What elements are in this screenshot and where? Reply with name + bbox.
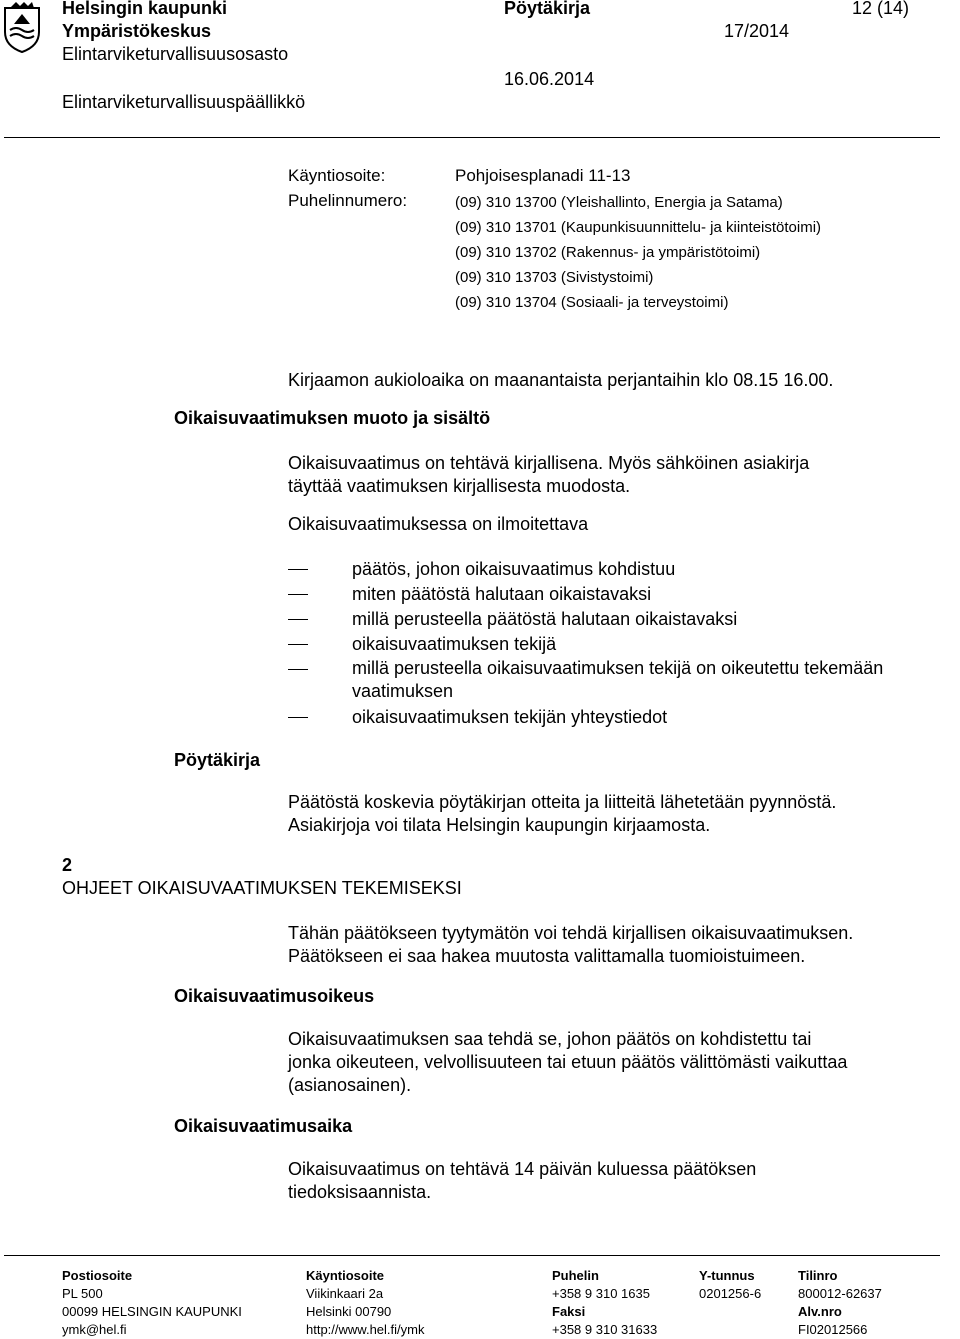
footer-visit (306, 1267, 424, 1339)
minutes-paragraph (288, 791, 836, 837)
office-hours: Kirjaamon aukioloaika on maanantaista perjantaihin klo 08.15 16.00. (288, 370, 834, 390)
list-item: millä perusteella päätöstä halutaan oikaistavaksi (288, 607, 908, 632)
phone-line: (09) 310 13704 (Sosiaali- ja terveystoimi) (455, 294, 729, 311)
section-intro-line: Tähän päätökseen tyytymätön voi tehdä kirjallisen oikaisuvaatimuksen. (288, 923, 854, 943)
time-paragraph-line: tiedoksisaannista. (288, 1182, 432, 1202)
visit-address-label: Käyntiosoite: (288, 166, 386, 185)
helsinki-crest-logo (2, 2, 42, 54)
section-intro (288, 922, 853, 968)
list-item: oikaisuvaatimuksen tekijän yhteystiedot (288, 705, 908, 730)
footer-divider (4, 1255, 940, 1256)
right-paragraph-line: jonka oikeuteen, velvollisuuteen tai etuun päätös välittömästi vaikuttaa (288, 1052, 848, 1072)
list-item: millä perusteella oikaisuvaatimuksen tekijä on oikeutettu tekemään vaatimuksen (288, 657, 908, 703)
phone-line: (09) 310 13702 (Rakennus- ja ympäristötoimi) (455, 244, 761, 261)
footer-business-id-value: 0201256-6 (699, 1286, 762, 1301)
minutes-heading: Pöytäkirja (174, 750, 261, 770)
footer-phone-heading: Puhelin (552, 1268, 599, 1283)
minutes-paragraph-line: Asiakirjoja voi tilata Helsingin kaupungin kirjaamosta. (288, 815, 711, 835)
footer-postal-box: PL 500 (62, 1286, 103, 1301)
form-heading: Oikaisuvaatimuksen muoto ja sisältö (174, 408, 491, 428)
form-paragraph (288, 452, 809, 498)
list-item: miten päätöstä halutaan oikaistavaksi (288, 582, 908, 607)
header-official: Elintarviketurvallisuuspäällikkö (62, 92, 306, 112)
time-heading: Oikaisuvaatimusaika (174, 1116, 353, 1136)
right-paragraph (288, 1028, 847, 1097)
requirements-list (288, 557, 908, 730)
footer-website-link[interactable]: http://www.hel.fi/ymk (306, 1322, 425, 1337)
footer-phone-number: +358 9 310 1635 (552, 1286, 650, 1301)
header-org: Helsingin kaupunki (62, 0, 228, 18)
right-paragraph-line: Oikaisuvaatimuksen saa tehdä se, johon päätös on kohdistettu tai (288, 1029, 812, 1049)
section-title: OHJEET OIKAISUVAATIMUKSEN TEKEMISEKSI (62, 878, 462, 898)
header-divider (4, 137, 940, 138)
footer-visit-city: Helsinki 00790 (306, 1304, 392, 1319)
footer-postal-heading: Postiosoite (62, 1268, 133, 1283)
list-item: päätös, johon oikaisuvaatimus kohdistuu (288, 557, 908, 582)
footer-vat-heading: Alv.nro (798, 1304, 842, 1319)
header-doc-number: 17/2014 (724, 21, 790, 41)
phone-line: (09) 310 13700 (Yleishallinto, Energia ja Satama) (455, 194, 783, 211)
header-page: 12 (14) (852, 0, 910, 18)
right-heading: Oikaisuvaatimusoikeus (174, 986, 375, 1006)
footer-fax-number: +358 9 310 31633 (552, 1322, 658, 1337)
header-doc-type: Pöytäkirja (504, 0, 591, 18)
footer-account-number: 800012-62637 (798, 1286, 882, 1301)
footer-account (798, 1267, 882, 1339)
header-date: 16.06.2014 (504, 69, 595, 89)
phone-list (455, 190, 821, 315)
section-number: 2 (62, 855, 73, 875)
phone-line: (09) 310 13703 (Sivistystoimi) (455, 269, 654, 286)
form-paragraph-line: Oikaisuvaatimus on tehtävä kirjallisena. Myös sähköinen asiakirja (288, 453, 810, 473)
footer-email[interactable]: ymk@hel.fi (62, 1322, 127, 1337)
footer-postal-code: 00099 HELSINGIN KAUPUNKI (62, 1304, 242, 1319)
footer-phone (552, 1267, 657, 1339)
phone-line: (09) 310 13701 (Kaupunkisuunnittelu- ja kiinteistötoimi) (455, 219, 822, 236)
header-center: Ympäristökeskus (62, 21, 212, 41)
right-paragraph-line: (asianosainen). (288, 1075, 412, 1095)
section-intro-line: Päätökseen ei saa hakea muutosta valittamalla tuomioistuimeen. (288, 946, 806, 966)
footer-business-id-heading: Y-tunnus (699, 1268, 755, 1283)
form-requirements-intro: Oikaisuvaatimuksessa on ilmoitettava (288, 514, 589, 534)
footer-visit-heading: Käyntiosoite (306, 1268, 385, 1283)
phone-label: Puhelinnumero: (288, 191, 408, 210)
footer-postal (62, 1267, 242, 1339)
footer-fax-heading: Faksi (552, 1304, 586, 1319)
minutes-paragraph-line: Päätöstä koskevia pöytäkirjan otteita ja liitteitä lähetetään pyynnöstä. (288, 792, 837, 812)
form-paragraph-line: täyttää vaatimuksen kirjallisesta muodosta. (288, 476, 631, 496)
footer-visit-street: Viikinkaari 2a (306, 1286, 384, 1301)
header-dept: Elintarviketurvallisuusosasto (62, 44, 289, 64)
list-item: oikaisuvaatimuksen tekijä (288, 632, 908, 657)
footer-account-heading: Tilinro (798, 1268, 838, 1283)
time-paragraph-line: Oikaisuvaatimus on tehtävä 14 päivän kuluessa päätöksen (288, 1159, 757, 1179)
footer-vat-number: FI02012566 (798, 1322, 868, 1337)
time-paragraph (288, 1158, 756, 1204)
footer-business-id (699, 1267, 761, 1303)
visit-address-value: Pohjoisesplanadi 11-13 (455, 166, 631, 185)
